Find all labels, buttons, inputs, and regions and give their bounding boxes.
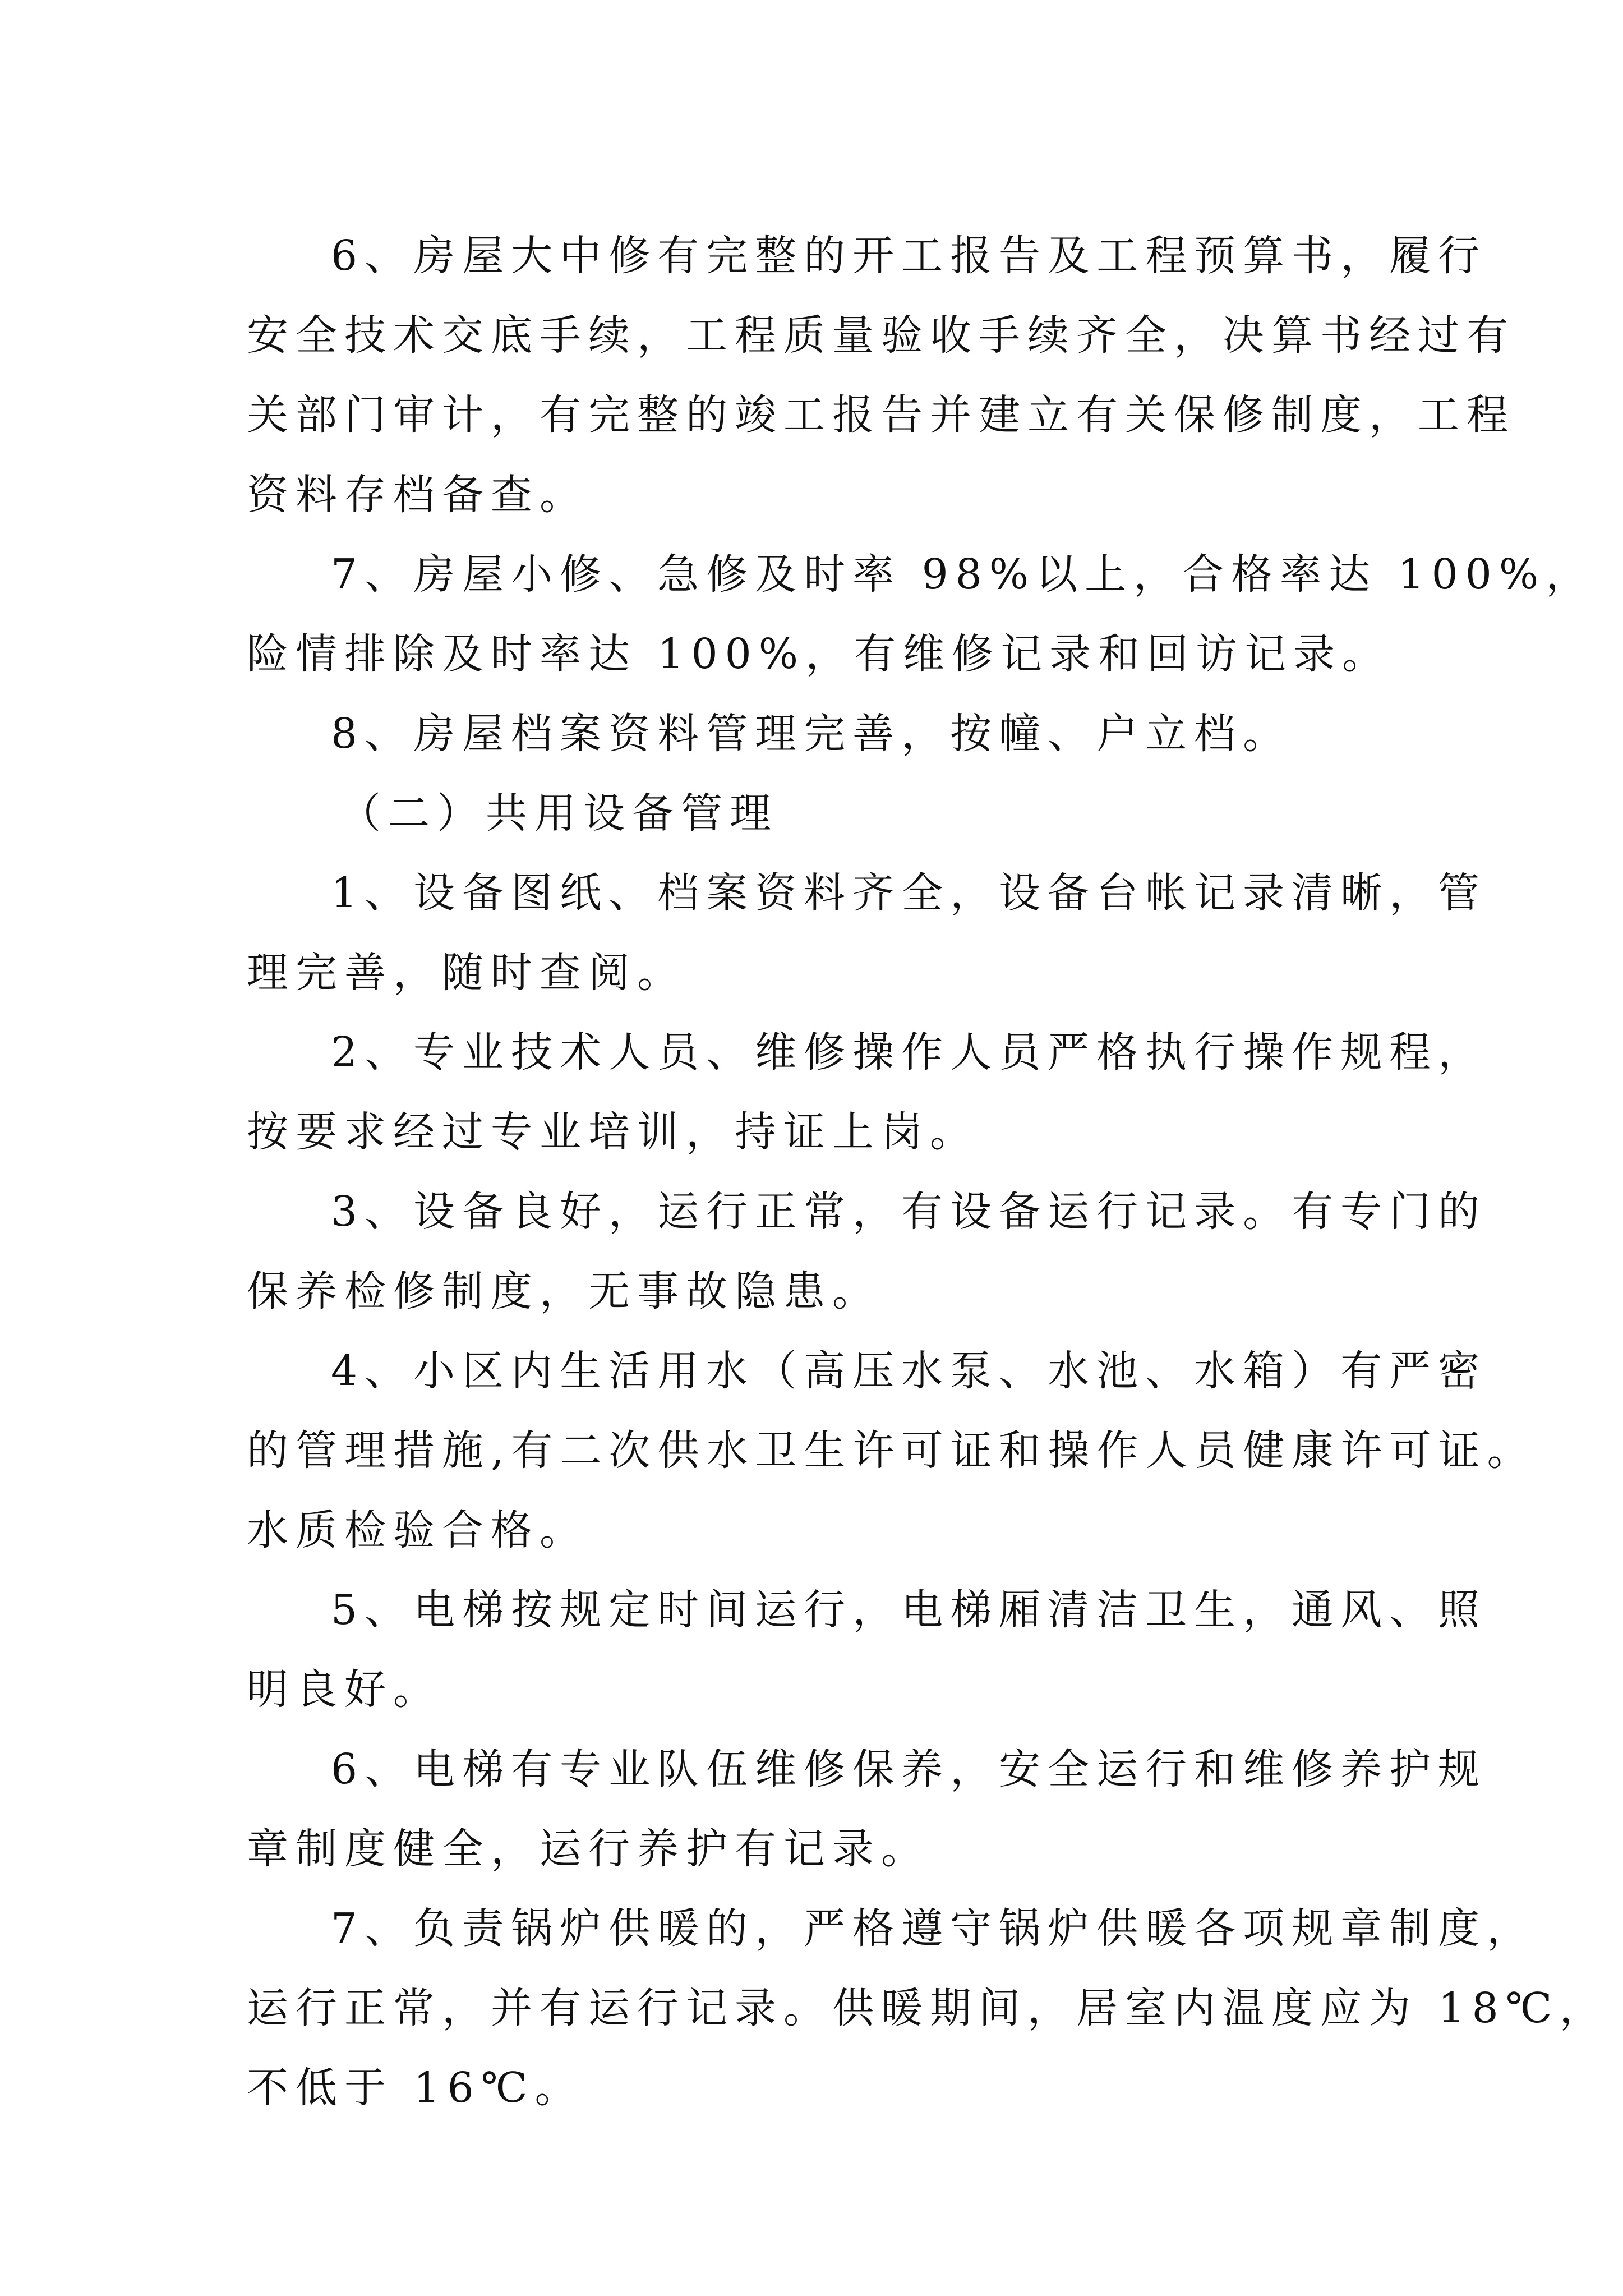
paragraph-line: 理完善，随时查阅。 xyxy=(247,949,686,997)
paragraph-line: 保养检修制度，无事故隐患。 xyxy=(247,1267,881,1315)
paragraph-line: 关部门审计，有完整的竣工报告并建立有关保修制度，工程 xyxy=(247,391,1515,439)
paragraph-line: 6、电梯有专业队伍维修保养，安全运行和维修养护规 xyxy=(331,1745,1487,1793)
paragraph-line: 1、设备图纸、档案资料齐全，设备台帐记录清晰，管 xyxy=(331,869,1487,917)
paragraph-line: 5、电梯按规定时间运行，电梯厢清洁卫生，通风、照 xyxy=(331,1586,1487,1634)
paragraph-line: 的管理措施,有二次供水卫生许可证和操作人员健康许可证。 xyxy=(247,1427,1536,1475)
paragraph-line: 章制度健全，运行养护有记录。 xyxy=(247,1825,930,1873)
paragraph-line: 8、房屋档案资料管理完善，按幢、户立档。 xyxy=(331,710,1292,758)
section-heading: （二）共用设备管理 xyxy=(339,789,778,838)
paragraph-line: 2、专业技术人员、维修操作人员严格执行操作规程， xyxy=(331,1028,1487,1076)
document-body xyxy=(247,216,1608,2128)
paragraph-line: 3、设备良好，运行正常，有设备运行记录。有专门的 xyxy=(331,1188,1487,1236)
paragraph-line: 安全技术交底手续，工程质量验收手续齐全，决算书经过有 xyxy=(247,311,1515,360)
paragraph-line: 水质检验合格。 xyxy=(247,1506,588,1554)
paragraph-line: 按要求经过专业培训，持证上岗。 xyxy=(247,1108,979,1156)
paragraph-line: 运行正常，并有运行记录。供暖期间，居室内温度应为 18℃， xyxy=(247,1984,1608,2032)
paragraph-line: 资料存档备查。 xyxy=(247,471,588,519)
paragraph-line: 6、房屋大中修有完整的开工报告及工程预算书，履行 xyxy=(331,232,1487,280)
paragraph-line: 7、负责锅炉供暖的，严格遵守锅炉供暖各项规章制度， xyxy=(331,1904,1536,1953)
paragraph-line: 明良好。 xyxy=(247,1665,442,1714)
paragraph-line: 不低于 16℃。 xyxy=(247,2064,584,2112)
paragraph-line: 7、房屋小修、急修及时率 98%以上，合格率达 100%， xyxy=(331,550,1595,599)
paragraph-line: 险情排除及时率达 100%，有维修记录和回访记录。 xyxy=(247,630,1391,678)
paragraph-line: 4、小区内生活用水（高压水泵、水池、水箱）有严密 xyxy=(331,1347,1487,1395)
